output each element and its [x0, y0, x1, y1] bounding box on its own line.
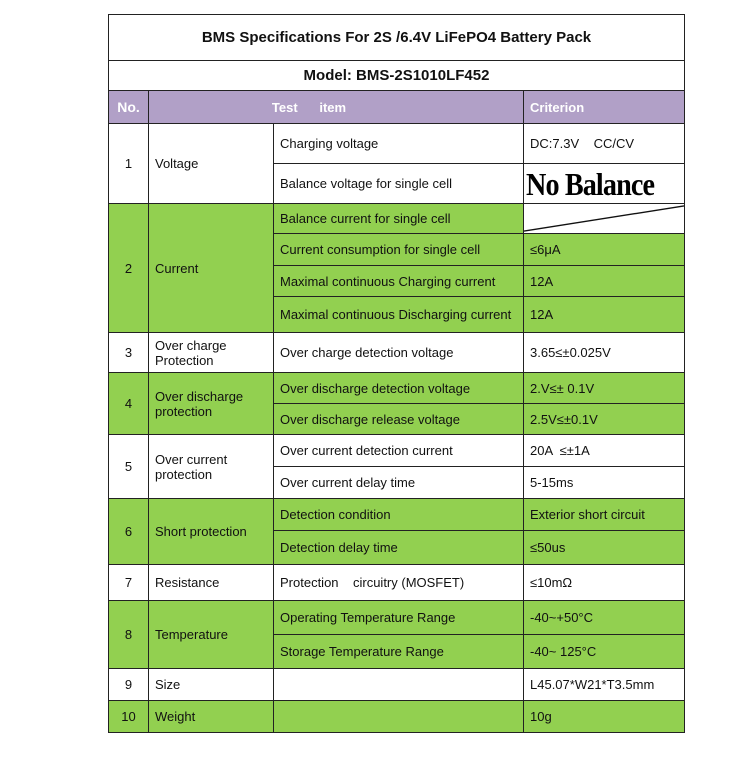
criterion-cell: ≤6μA — [524, 234, 685, 266]
table-row — [109, 601, 685, 635]
row-item: Resistance — [149, 565, 274, 601]
no-balance-stamp: No Balance — [524, 164, 685, 204]
row-no: 5 — [109, 435, 149, 499]
row-item: Short protection — [149, 499, 274, 565]
table-row — [109, 333, 685, 373]
test-cell — [274, 669, 524, 701]
test-cell — [274, 701, 524, 733]
row-no: 6 — [109, 499, 149, 565]
row-no: 3 — [109, 333, 149, 373]
header-row — [109, 91, 685, 124]
criterion-cell: 2.5V≤±0.1V — [524, 404, 685, 435]
table-row — [109, 435, 685, 467]
header-no: No. — [109, 91, 149, 124]
test-cell: Charging voltage — [274, 124, 524, 164]
row-no: 7 — [109, 565, 149, 601]
row-item: Voltage — [149, 124, 274, 204]
criterion-cell: 2.V≤± 0.1V — [524, 373, 685, 404]
row-item: Over charge Protection — [149, 333, 274, 373]
test-cell: Balance voltage for single cell — [274, 164, 524, 204]
row-item: Size — [149, 669, 274, 701]
criterion-cell: L45.07*W21*T3.5mm — [524, 669, 685, 701]
test-cell: Detection condition — [274, 499, 524, 531]
criterion-cell: 3.65≤±0.025V — [524, 333, 685, 373]
test-cell: Protection circuitry (MOSFET) — [274, 565, 524, 601]
row-item: Temperature — [149, 601, 274, 669]
table-title: BMS Specifications For 2S /6.4V LiFePO4 Battery Pack — [109, 15, 685, 61]
row-item: Over discharge protection — [149, 373, 274, 435]
criterion-cell: 20A ≤±1A — [524, 435, 685, 467]
criterion-cell: ≤10mΩ — [524, 565, 685, 601]
test-cell: Over current delay time — [274, 467, 524, 499]
test-cell: Maximal continuous Charging current — [274, 266, 524, 297]
test-cell: Storage Temperature Range — [274, 635, 524, 669]
table-row — [109, 669, 685, 701]
test-cell: Over current detection current — [274, 435, 524, 467]
header-test-item: Test item — [149, 91, 524, 124]
model-label: Model: BMS-2S1010LF452 — [109, 61, 685, 91]
test-cell: Over charge detection voltage — [274, 333, 524, 373]
criterion-cell: 12A — [524, 297, 685, 333]
table-row — [109, 124, 685, 164]
row-no: 4 — [109, 373, 149, 435]
test-cell: Over discharge detection voltage — [274, 373, 524, 404]
row-no: 2 — [109, 204, 149, 333]
diagonal-line — [524, 204, 684, 233]
table-row — [109, 204, 685, 234]
row-no: 9 — [109, 669, 149, 701]
criterion-cell-empty — [524, 204, 685, 234]
row-no: 1 — [109, 124, 149, 204]
test-cell: Over discharge release voltage — [274, 404, 524, 435]
criterion-cell: 5-15ms — [524, 467, 685, 499]
row-no: 10 — [109, 701, 149, 733]
table-row — [109, 499, 685, 531]
criterion-cell: -40~+50°C — [524, 601, 685, 635]
criterion-cell: ≤50us — [524, 531, 685, 565]
bms-spec-table — [108, 14, 685, 733]
criterion-cell: DC:7.3V CC/CV — [524, 124, 685, 164]
table-row — [109, 701, 685, 733]
row-no: 8 — [109, 601, 149, 669]
criterion-cell: 10g — [524, 701, 685, 733]
table-row — [109, 565, 685, 601]
row-item: Weight — [149, 701, 274, 733]
criterion-cell: Exterior short circuit — [524, 499, 685, 531]
row-item: Over current protection — [149, 435, 274, 499]
criterion-cell: 12A — [524, 266, 685, 297]
criterion-cell: -40~ 125°C — [524, 635, 685, 669]
test-cell: Balance current for single cell — [274, 204, 524, 234]
row-item: Current — [149, 204, 274, 333]
test-cell: Detection delay time — [274, 531, 524, 565]
table-row — [109, 373, 685, 404]
header-criterion: Criterion — [524, 91, 685, 124]
test-cell: Maximal continuous Discharging current — [274, 297, 524, 333]
test-cell: Operating Temperature Range — [274, 601, 524, 635]
test-cell: Current consumption for single cell — [274, 234, 524, 266]
